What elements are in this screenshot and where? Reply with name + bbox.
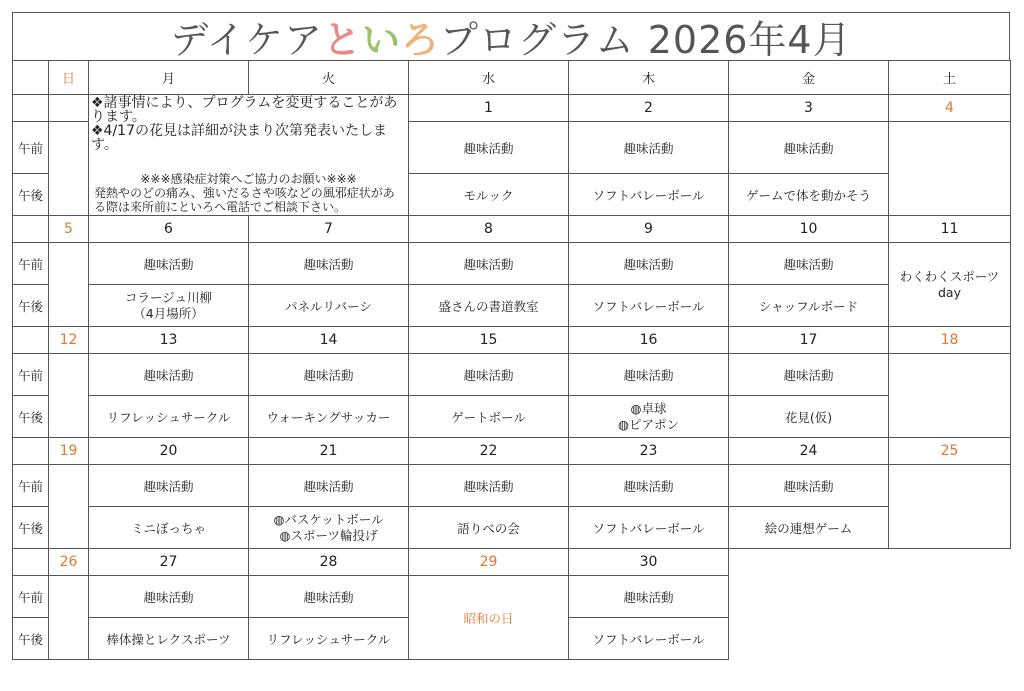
date-cell: 30	[569, 549, 729, 576]
am-label: 午前	[13, 465, 49, 507]
activity-line: ◍バスケットボール	[273, 511, 384, 527]
date-cell: 16	[569, 327, 729, 354]
saturday-cell	[889, 354, 1011, 438]
activity-cell: 趣味活動	[89, 576, 249, 618]
date-cell: 23	[569, 438, 729, 465]
pm-label: 午後	[13, 618, 49, 660]
weekday-fri: 金	[729, 61, 889, 95]
label-cell	[13, 95, 49, 122]
activity-cell: 趣味活動	[409, 354, 569, 396]
holiday-cell: 昭和の日	[409, 576, 569, 660]
date-cell: 13	[89, 327, 249, 354]
infection-title: ※※※感染症対策へご協力のお願い※※※	[140, 172, 357, 186]
date-cell: 17	[729, 327, 889, 354]
activity-cell: 趣味活動	[409, 465, 569, 507]
activity-cell: リフレッシュサークル	[249, 618, 409, 660]
empty-area	[729, 549, 1011, 576]
week2-dates	[13, 216, 1011, 243]
weekday-sun: 日	[49, 61, 89, 95]
date-cell: 22	[409, 438, 569, 465]
activity-cell: ソフトバレーボール	[569, 285, 729, 327]
weekday-header	[13, 61, 1011, 95]
week4-pm	[13, 507, 1011, 549]
week4-am	[13, 465, 1011, 507]
saturday-event-cell	[889, 243, 1011, 327]
pm-label: 午後	[13, 396, 49, 438]
activity-cell: 趣味活動	[729, 354, 889, 396]
activity-cell: 趣味活動	[729, 465, 889, 507]
label-cell	[13, 549, 49, 576]
date-cell: 21	[249, 438, 409, 465]
activity-cell: 趣味活動	[249, 354, 409, 396]
activity-cell: 趣味活動	[569, 243, 729, 285]
date-cell: 2	[569, 95, 729, 122]
week3-pm	[13, 396, 1011, 438]
activity-cell: 趣味活動	[569, 122, 729, 174]
activity-cell: リフレッシュサークル	[89, 396, 249, 438]
activity-cell: 趣味活動	[569, 576, 729, 618]
activity-cell	[89, 285, 249, 327]
title-prefix: デイケア	[170, 18, 323, 62]
activity-cell: シャッフルボード	[729, 285, 889, 327]
activity-cell: 語りべの会	[409, 507, 569, 549]
date-cell: 12	[49, 327, 89, 354]
activity-cell: 趣味活動	[249, 465, 409, 507]
date-cell: 3	[729, 95, 889, 122]
title-brand-ro: ろ	[401, 18, 441, 62]
date-cell: 27	[89, 549, 249, 576]
date-cell: 24	[729, 438, 889, 465]
activity-cell	[249, 507, 409, 549]
date-cell: 19	[49, 438, 89, 465]
date-cell: 20	[89, 438, 249, 465]
weekday-sat: 土	[889, 61, 1011, 95]
activity-cell: ウォーキングサッカー	[249, 396, 409, 438]
activity-cell: 趣味活動	[729, 243, 889, 285]
activity-cell	[569, 396, 729, 438]
activity-cell: 趣味活動	[89, 465, 249, 507]
pm-label: 午後	[13, 507, 49, 549]
sunday-cell	[49, 576, 89, 660]
activity-cell: 趣味活動	[89, 243, 249, 285]
activity-cell: 趣味活動	[569, 465, 729, 507]
label-cell	[13, 327, 49, 354]
sunday-cell	[49, 243, 89, 327]
sunday-cell	[49, 122, 89, 216]
date-cell: 29	[409, 549, 569, 576]
week3-am	[13, 354, 1011, 396]
empty-area	[729, 576, 1011, 618]
week4-dates	[13, 438, 1011, 465]
activity-cell: 棒体操とレクスポーツ	[89, 618, 249, 660]
weekday-thu: 木	[569, 61, 729, 95]
activity-cell: 趣味活動	[409, 243, 569, 285]
date-cell: 28	[249, 549, 409, 576]
activity-cell: ゲートボール	[409, 396, 569, 438]
date-cell: 6	[89, 216, 249, 243]
week2-am	[13, 243, 1011, 285]
activity-cell: 趣味活動	[249, 243, 409, 285]
pm-label: 午後	[13, 285, 49, 327]
date-cell: 10	[729, 216, 889, 243]
am-label: 午前	[13, 243, 49, 285]
date-cell: 7	[249, 216, 409, 243]
activity-line: ◍ピアポン	[618, 416, 679, 432]
date-cell: 1	[409, 95, 569, 122]
label-cell	[13, 216, 49, 243]
weekday-mon: 月	[89, 61, 249, 95]
week1-dates	[13, 95, 1011, 122]
activity-line: ◍卓球	[630, 400, 667, 416]
date-cell	[49, 95, 89, 122]
activity-cell: ソフトバレーボール	[569, 507, 729, 549]
title-suffix: プログラム 2026年4月	[440, 18, 852, 62]
infection-body: 発熱やのどの痛み、強いだるさや咳などの風邪症状がある際は来所前にといろへ電話でご相談下さい。	[94, 186, 395, 214]
activity-cell: 盛さんの書道教室	[409, 285, 569, 327]
date-cell: 15	[409, 327, 569, 354]
am-label: 午前	[13, 122, 49, 174]
note-line-1: ❖諸事情により、プログラムを変更することがあります。	[91, 95, 398, 125]
corner-cell	[13, 61, 49, 95]
sunday-cell	[49, 354, 89, 438]
date-cell: 8	[409, 216, 569, 243]
week2-pm	[13, 285, 1011, 327]
activity-cell: 趣味活動	[729, 122, 889, 174]
activity-cell: ミニぼっちゃ	[89, 507, 249, 549]
pm-label: 午後	[13, 174, 49, 216]
activity-cell: 趣味活動	[409, 122, 569, 174]
activity-cell: ゲームで体を動かそう	[729, 174, 889, 216]
activity-cell: モルック	[409, 174, 569, 216]
weekday-wed: 水	[409, 61, 569, 95]
weekday-tue: 火	[249, 61, 409, 95]
date-cell: 25	[889, 438, 1011, 465]
activity-line: ◍スポーツ輪投げ	[279, 527, 378, 543]
am-label: 午前	[13, 354, 49, 396]
date-cell: 4	[889, 95, 1011, 122]
label-cell	[13, 438, 49, 465]
activity-cell: 絵の連想ゲーム	[729, 507, 889, 549]
activity-line: （4月場所）	[133, 305, 204, 321]
activity-cell: 趣味活動	[89, 354, 249, 396]
week5-dates	[13, 549, 1011, 576]
schedule-table	[12, 60, 1011, 660]
activity-cell: パネルリバーシ	[249, 285, 409, 327]
date-cell: 18	[889, 327, 1011, 354]
am-label: 午前	[13, 576, 49, 618]
calendar	[12, 12, 1010, 660]
date-cell: 5	[49, 216, 89, 243]
notes-cell	[89, 95, 409, 216]
empty-area	[729, 618, 1011, 660]
activity-line: コラージュ川柳	[124, 289, 212, 305]
date-cell: 26	[49, 549, 89, 576]
event-line: わくわくスポーツ	[899, 268, 1000, 284]
infection-note	[91, 172, 406, 214]
date-cell: 14	[249, 327, 409, 354]
activity-cell: 趣味活動	[569, 354, 729, 396]
week3-dates	[13, 327, 1011, 354]
week5-am	[13, 576, 1011, 618]
event-line: day	[938, 284, 961, 300]
title-brand-i: い	[361, 18, 401, 62]
date-cell: 11	[889, 216, 1011, 243]
page-title	[12, 12, 1010, 60]
activity-cell: 趣味活動	[249, 576, 409, 618]
saturday-cell	[889, 122, 1011, 216]
activity-cell: ソフトバレーボール	[569, 618, 729, 660]
activity-cell: ソフトバレーボール	[569, 174, 729, 216]
saturday-cell	[889, 465, 1011, 549]
sunday-cell	[49, 465, 89, 549]
date-cell: 9	[569, 216, 729, 243]
activity-cell: 花見(仮)	[729, 396, 889, 438]
note-line-2: ❖4/17の花見は詳細が決まり次第発表いたします。	[91, 123, 387, 153]
title-brand-to: と	[322, 18, 362, 62]
